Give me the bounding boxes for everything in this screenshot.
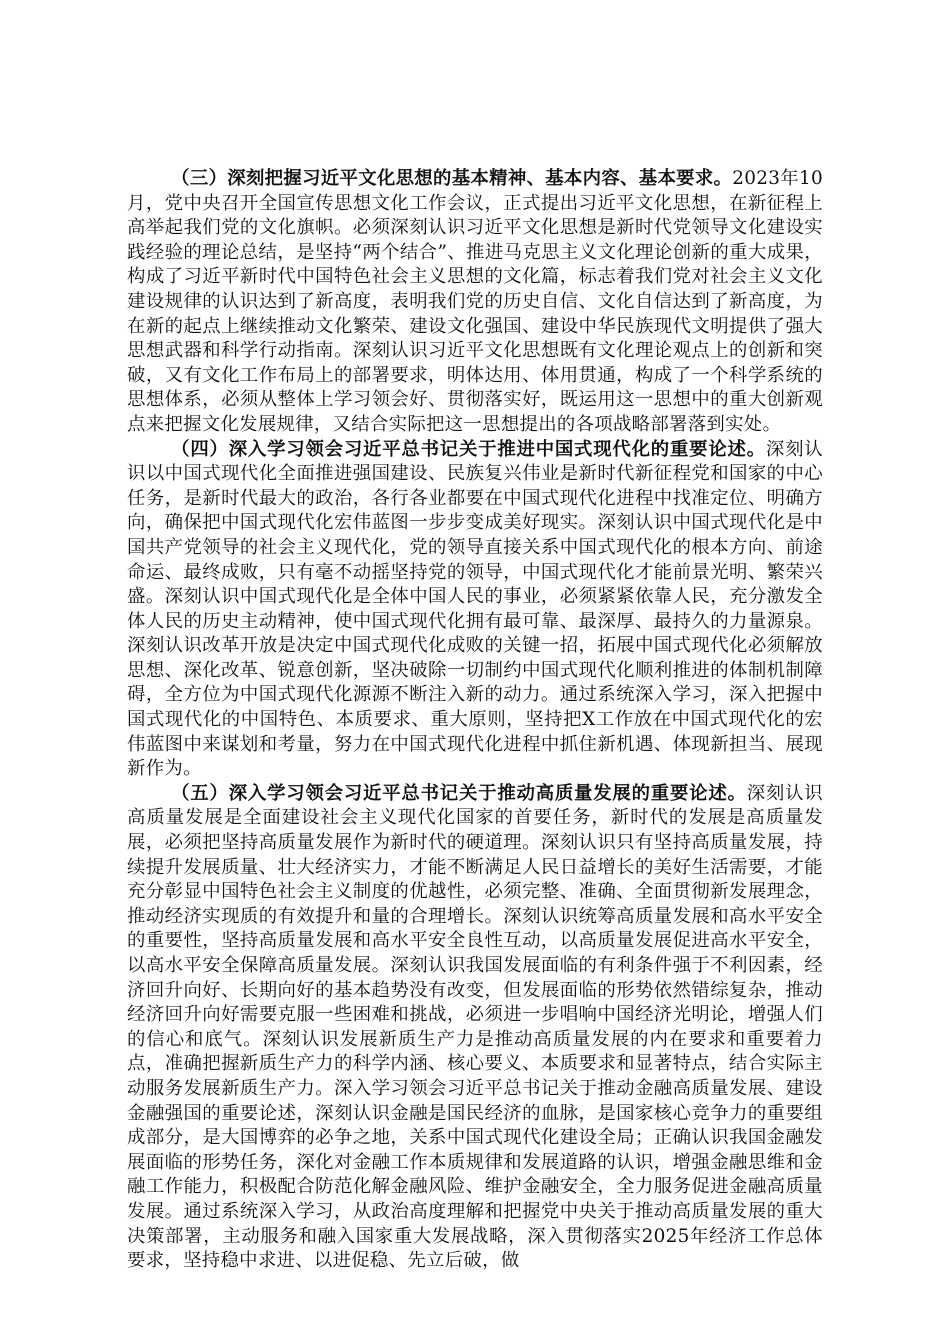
section-heading-3: （三）深刻把握习近平文化思想的基本精神、基本内容、基本要求。 xyxy=(171,168,733,189)
section-body-4: 深刻认识以中国式现代化全面推进强国建设、民族复兴伟业是新时代新征程党和国家的中心任务，是新时代最大的政治，各行各业都要在中国式现代化进程中找准定位、明确方向，确保把中国式现代化宏伟蓝图一步步变成美好现实。深刻认识中国式现代化是中国共产党领导的社会主义现代化，党的领导直接关系中国式现代化的根本方向、前途命运、最终成败，只有毫不动摇坚持党的领导，中国式现代化才能前景光明、繁荣兴盛。深刻认识中国式现代化是全体中国人民的事业，必须紧紧依靠人民，充分激发全体人民的历史主动精神，使中国式现代化拥有最可靠、最深厚、最持久的力量源泉。深刻认识改革开放是决定中国式现代化成败的关键一招，拓展中国式现代化必须解放思想、深化改革、锐意创新，坚决破除一切制约中国式现代化顺利推进的体制机制障碍，全方位为中国式现代化源源不断注入新的动力。通过系统深入学习，深入把握中国式现代化的中国特色、本质要求、重大原则，坚持把X工作放在中国式现代化的宏伟蓝图中来谋划和考量，努力在中国式现代化进程中抓住新机遇、体现新担当、展现新作为。 xyxy=(127,438,823,780)
paragraph-section-3 xyxy=(127,167,823,438)
section-body-5: 深刻认识高质量发展是全面建设社会主义现代化国家的首要任务，新时代的发展是高质量发展，必须把坚持高质量发展作为新时代的硬道理。深刻认识只有坚持高质量发展，持续提升发展质量、壮大经济实力，才能不断满足人民日益增长的美好生活需要，才能充分彰显中国特色社会主义制度的优越性，必须完整、准确、全面贯彻新发展理念，推动经济实现质的有效提升和量的合理增长。深刻认识统筹高质量发展和高水平安全的重要性，坚持高质量发展和高水平安全良性互动，以高质量发展促进高水平安全，以高水平安全保障高质量发展。深刻认识我国发展面临的有利条件强于不利因素，经济回升向好、长期向好的基本趋势没有改变，但发展面临的形势依然错综复杂，推动经济回升向好需要克服一些困难和挑战，必须进一步唱响中国经济光明论，增强人们的信心和底气。深刻认识发展新质生产力是推动高质量发展的内在要求和重要着力点，准确把握新质生产力的科学内涵、核心要义、本质要求和显著特点，结合实际主动服务发展新质生产力。深入学习领会习近平总书记关于推动金融高质量发展、建设金融强国的重要论述，深刻认识金融是国民经济的血脉，是国家核心竞争力的重要组成部分，是大国博弈的必争之地，关系中国式现代化建设全局；正确认识我国金融发展面临的形势任务，深化对金融工作本质规律和发展道路的认识，增强金融思维和金融工作能力，积极配合防范化解金融风险、维护金融安全，全力服务促进金融高质量发展。通过系统深入学习，从政治高度理解和把握党中央关于推动高质量发展的重大决策部署，主动服务和融入国家重大发展战略，深入贯彻落实2025年经济工作总体要求，坚持稳中求进、以进促稳、先立后破，做 xyxy=(127,782,823,1272)
document-page xyxy=(127,167,823,1274)
section-body-3: 2023年10月，党中央召开全国宣传思想文化工作会议，正式提出习近平文化思想，在新征程上高举起我们党的文化旗帜。必须深刻认识习近平文化思想是新时代党领导文化建设实践经验的理论总结，是坚持“两个结合”、推进马克思主义文化理论创新的重大成果，构成了习近平新时代中国特色社会主义思想的文化篇，标志着我们党对社会主义文化建设规律的认识达到了新高度，表明我们党的历史自信、文化自信达到了新高度，为在新的起点上继续推动文化繁荣、建设文化强国、建设中华民族现代文明提供了强大思想武器和科学行动指南。深刻认识习近平文化思想既有文化理论观点上的创新和突破，又有文化工作布局上的部署要求，明体达用、体用贯通，构成了一个科学系统的思想体系，必须从整体上学习领会好、贯彻落实好，既运用这一思想中的重大创新观点来把握文化发展规律，又结合实际把这一思想提出的各项战略部署落到实处。 xyxy=(127,168,823,435)
paragraph-section-5 xyxy=(127,782,823,1274)
section-heading-5: （五）深入学习领会习近平总书记关于推动高质量发展的重要论述。 xyxy=(171,782,747,804)
paragraph-section-4 xyxy=(127,438,823,782)
section-heading-4: （四）深入学习领会习近平总书记关于推进中国式现代化的重要论述。 xyxy=(171,438,766,460)
